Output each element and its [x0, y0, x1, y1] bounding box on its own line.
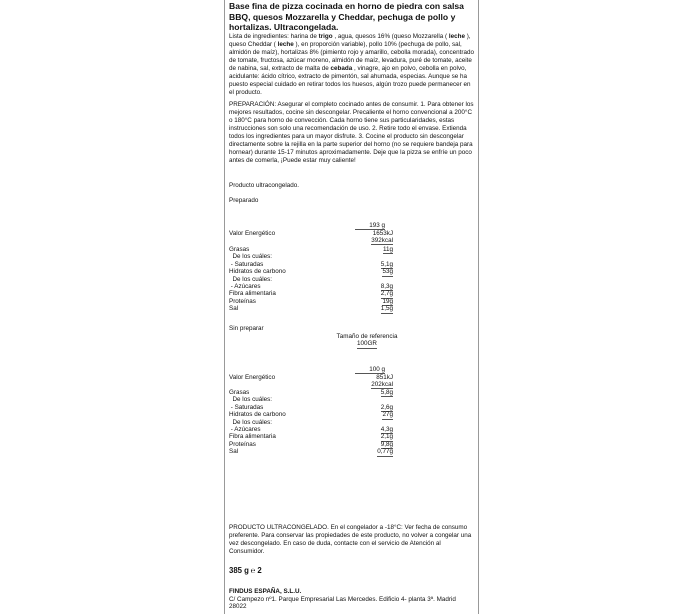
nutrient-label: De los cuáles:	[229, 253, 273, 261]
allergen-highlight: trigo	[318, 33, 333, 40]
ingredient-text: , vinagre, ajo en polvo, cebolla en polvo, acidulante: ácido cítrico, extracto de pimentón, sal ahumada, especias. Aunque se ha puesto especial cuidado en retirar todos los huesos, algún trozo puede permanecer en el producto.	[229, 65, 471, 96]
ingredient-text: ), en proporción variable), pollo 10% (pechuga de pollo, sal, almidón de maíz), hortalizas 8% (pimiento rojo y amarillo, cebolla morada), concentrado de tomate, fructosa, azúcar moreno, almidón de maíz, levadura, puré de tomate, aceite de nabina, sal, extracto de malta de	[229, 41, 474, 72]
prepared-energy-kcal: 392kcal	[371, 237, 393, 244]
nutrient-value: 8,3g	[380, 283, 393, 290]
nutrient-label: De los cuáles:	[229, 396, 273, 404]
net-weight: 385 g ℮ 2	[229, 566, 262, 575]
company-address: C/ Campezo nº1. Parque Empresarial Las Mercedes. Edificio 4- planta 3ª. Madrid 28022	[229, 595, 456, 611]
unprepared-portion-value: 100 g	[355, 366, 385, 374]
storage-instructions: PRODUCTO ULTRACONGELADO. En el congelador a -18°C: Ver fecha de consumo preferente. Para conservar las propiedades de este producto, no volver a congelar una vez descongelado. En caso de duda, contacte con el servicio de Atención al Consumidor.	[229, 524, 472, 555]
reference-size	[322, 333, 412, 349]
nutrient-label: Grasas	[229, 246, 250, 253]
nutrient-label: Sal	[229, 305, 239, 313]
ingredient-text: ), queso Cheddar (	[229, 33, 471, 48]
nutrient-label: Proteínas	[229, 440, 256, 448]
unprepared-energy-kcal: 202kcal	[371, 381, 393, 388]
product-title: Base fina de pizza cocinada en horno de piedra con salsa BBQ, quesos Mozzarella y Cheddar, pechuga de pollo y hortalizas. Ultracongelada.	[229, 1, 464, 33]
nutrient-value: 2,1g	[380, 433, 393, 441]
nutrient-label: De los cuáles:	[229, 275, 273, 283]
prepared-energy-label: Valor Energético	[229, 229, 276, 237]
prepared-portion-value: 193 g	[355, 222, 385, 230]
nutrient-label: Sal	[229, 448, 239, 456]
ingredient-text: , agua, quesos 16% (queso Mozzarella (	[332, 33, 449, 40]
ultrafrozen-note: Producto ultracongelado.	[229, 182, 300, 189]
unprepared-energy-label: Valor Energético	[229, 373, 276, 381]
nutrient-label: - Azúcares	[229, 426, 261, 433]
nutrient-label: Hidratos de carbono	[229, 268, 286, 276]
nutrient-label: - Azúcares	[229, 283, 261, 290]
preparation-instructions	[229, 101, 475, 165]
company-info	[229, 588, 475, 611]
nutrient-value: 19g	[382, 297, 393, 305]
nutrient-label: Fibra alimentaria	[229, 433, 276, 441]
nutrient-value: 4,3g	[380, 426, 393, 433]
nutrient-value: 27g	[382, 411, 393, 419]
reference-size-label: Tamaño de referencia	[336, 333, 398, 340]
unprepared-heading: Sin preparar	[229, 325, 264, 332]
unprepared-energy-kj: 851kJ	[376, 373, 393, 381]
nutrient-value: 2,6g	[380, 403, 393, 411]
nutrient-value: 53g	[382, 268, 393, 276]
nutrient-label: Proteínas	[229, 297, 256, 305]
company-name: FINDUS ESPAÑA, S.L.U.	[229, 588, 302, 595]
nutrient-label: - Saturadas	[229, 260, 264, 268]
prepared-energy-kj: 1653kJ	[372, 229, 393, 237]
allergen-highlight: leche	[448, 33, 465, 40]
ingredients-list	[229, 33, 475, 97]
ingredient-text: Lista de ingredientes: harina de	[229, 33, 319, 40]
nutrient-label: Grasas	[229, 389, 250, 396]
allergen-highlight: leche	[277, 41, 294, 48]
prepared-heading: Preparado	[229, 197, 259, 204]
nutrient-value: 9,8g	[380, 440, 393, 448]
nutrient-label: De los cuáles:	[229, 418, 273, 426]
nutrient-label: Hidratos de carbono	[229, 411, 286, 419]
allergen-highlight: cebada	[330, 65, 353, 72]
nutrient-label: Fibra alimentaria	[229, 290, 276, 298]
preparation-text: PREPARACIÓN: Asegurar el completo cocinado antes de consumir. 1. Para obtener los mejores resultados, cocine sin descongelar. Precaliente el horno convencional a 200°C o 180°C para horno de convección. Cada horno tiene sus particularidades, estas instrucciones son solo una recomendación de uso. 2. Retire todo el envase. Extienda todos los ingredientes para un mayor disfrute. 3. Cocine el producto sin descongelar directamente sobre la rejilla en la parte superior del horno (no se requiere bandeja para hornear) durante 15-17 minutos aproximadamente. Deje que la pizza se enfríe un poco antes de comerla, ¡Puede estar muy caliente!	[229, 101, 474, 164]
nutrient-label: - Saturadas	[229, 403, 264, 411]
nutrient-value: 5,1g	[380, 260, 393, 268]
nutrient-value: 1,5g	[380, 305, 393, 313]
reference-size-value: 100GR	[357, 340, 377, 348]
nutrient-value: 11g	[382, 246, 393, 253]
nutrient-value: 5,8g	[380, 389, 393, 396]
nutrient-value: 2,7g	[380, 290, 393, 298]
nutrient-value: 0,77g	[377, 448, 393, 456]
